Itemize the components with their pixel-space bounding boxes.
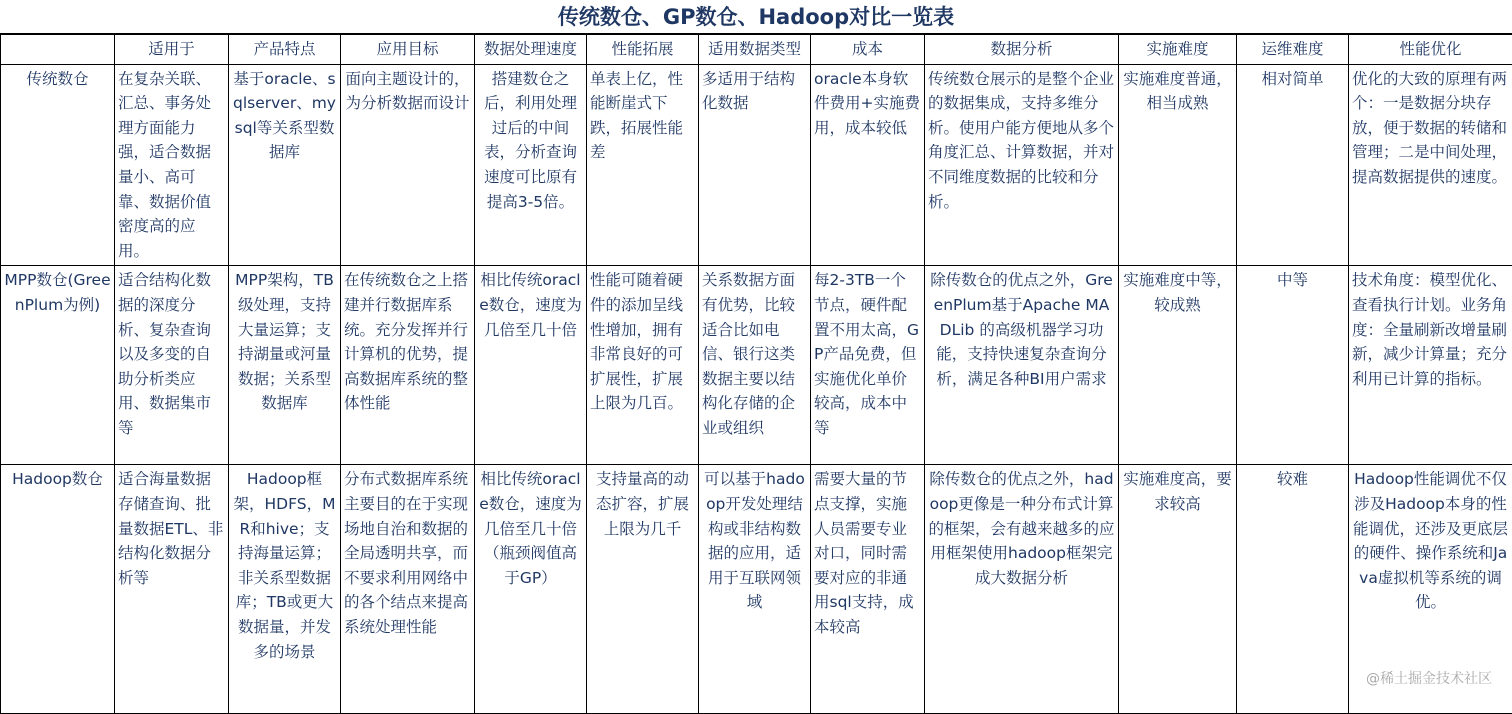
table-cell: 相对简单 (1237, 64, 1349, 266)
table-cell: 中等 (1237, 266, 1349, 465)
table-cell: 实施难度普通，相当成熟 (1119, 64, 1237, 266)
header-cell-applicable: 适用于 (115, 35, 229, 65)
row-label: MPP数仓(GreenPlum为例) (1, 266, 115, 465)
table-cell: 单表上亿，性能断崖式下跌，拓展性能差 (587, 64, 699, 266)
table-cell: 实施难度中等，较成熟 (1119, 266, 1237, 465)
table-cell: 除传数仓的优点之外，hadoop更像是一种分布式计算的框架，会有越来越多的应用框架使用hadoop框架完成大数据分析 (925, 465, 1119, 714)
header-cell-ops-difficulty: 运维难度 (1237, 35, 1349, 65)
table-cell: 较难 (1237, 465, 1349, 714)
table-cell: 适合结构化数据的深度分析、复杂查询以及多变的自助分析类应用、数据集市等 (115, 266, 229, 465)
table-cell: 实施难度高，要求较高 (1119, 465, 1237, 714)
header-row (1, 35, 1512, 65)
header-cell-goal: 应用目标 (341, 35, 475, 65)
table-cell: 除传数仓的优点之外，GreenPlum基于Apache MADLib 的高级机器学习功能，支持快速复杂查询分析，满足各种BI用户需求 (925, 266, 1119, 465)
table-cell: 多适用于结构化数据 (699, 64, 811, 266)
comparison-table (0, 34, 1512, 714)
table-cell: 面向主题设计的，为分析数据而设计 (341, 64, 475, 266)
watermark: @稀土掘金技术社区 (1366, 668, 1492, 688)
table-cell: 可以基于hadoop开发处理结构或非结构数据的应用，适用于互联网领域 (699, 465, 811, 714)
table-cell: 性能可随着硬件的添加呈线性增加，拥有非常良好的可扩展性，扩展上限为几百。 (587, 266, 699, 465)
header-cell-blank (1, 35, 115, 65)
header-cell-speed: 数据处理速度 (475, 35, 587, 65)
header-cell-cost: 成本 (811, 35, 925, 65)
table-cell: 基于oracle、sqlserver、mysql等关系型数据库 (229, 64, 341, 266)
table-cell: 关系数据方面有优势，比较适合比如电信、银行这类数据主要以结构化存储的企业或组织 (699, 266, 811, 465)
table-row-hadoop (1, 465, 1512, 714)
page-title: 传统数仓、GP数仓、Hadoop对比一览表 (0, 0, 1512, 34)
table-cell: 分布式数据库系统主要目的在于实现场地自治和数据的全局透明共享，而不要求利用网络中的各个结点来提高系统处理性能 (341, 465, 475, 714)
table-cell: 支持量高的动态扩容，扩展上限为几千 (587, 465, 699, 714)
table-cell: 优化的大致的原理有两个：一是数据分块存放，便于数据的转储和管理；二是中间处理，提高数据提供的速度。 (1349, 64, 1512, 266)
row-label: Hadoop数仓 (1, 465, 115, 714)
table-cell: 搭建数仓之后，利用处理过后的中间表，分析查询速度可比原有提高3-5倍。 (475, 64, 587, 266)
header-cell-scaling: 性能拓展 (587, 35, 699, 65)
table-cell: 需要大量的节点支撑，实施人员需要专业对口，同时需要对应的非通用sql支持，成本较高 (811, 465, 925, 714)
table-cell: 相比传统oracle数仓，速度为几倍至几十倍 (475, 266, 587, 465)
table-cell: 在复杂关联、汇总、事务处理方面能力强，适合数据量小、高可靠、数据价值密度高的应用。 (115, 64, 229, 266)
header-cell-features: 产品特点 (229, 35, 341, 65)
header-cell-impl-difficulty: 实施难度 (1119, 35, 1237, 65)
table-cell: 每2-3TB一个节点，硬件配置不用太高，GP产品免费，但实施优化单价较高，成本中等 (811, 266, 925, 465)
table-cell: 传统数仓展示的是整个企业的数据集成，支持多维分析。使用户能方便地从多个角度汇总、计算数据，并对不同维度数据的比较和分析。 (925, 64, 1119, 266)
header-cell-optimization: 性能优化 (1349, 35, 1512, 65)
table-cell: 相比传统oracle数仓，速度为几倍至几十倍（瓶颈阀值高于GP） (475, 465, 587, 714)
table-row-mpp (1, 266, 1512, 465)
table-cell: 适合海量数据存储查询、批量数据ETL、非结构化数据分析等 (115, 465, 229, 714)
table-cell: oracle本身软件费用+实施费用，成本较低 (811, 64, 925, 266)
table-cell: 技术角度：模型优化、查看执行计划。业务角度：全量刷新改增量刷新，减少计算量；充分利用已计算的指标。 (1349, 266, 1512, 465)
header-cell-data-type: 适用数据类型 (699, 35, 811, 65)
table-row-traditional (1, 64, 1512, 266)
row-label: 传统数仓 (1, 64, 115, 266)
header-cell-analysis: 数据分析 (925, 35, 1119, 65)
table-cell: MPP架构，TB级处理，支持大量运算；支持湖量或河量数据；关系型数据库 (229, 266, 341, 465)
table-cell: 在传统数仓之上搭建并行数据库系统。充分发挥并行计算机的优势，提高数据库系统的整体性能 (341, 266, 475, 465)
table-cell: Hadoop性能调优不仅涉及Hadoop本身的性能调优，还涉及更底层的硬件、操作系统和Java虚拟机等系统的调优。 (1349, 465, 1512, 714)
table-cell: Hadoop框架，HDFS，MR和hive；支持海量运算；非关系型数据库；TB或更大数据量，并发多的场景 (229, 465, 341, 714)
